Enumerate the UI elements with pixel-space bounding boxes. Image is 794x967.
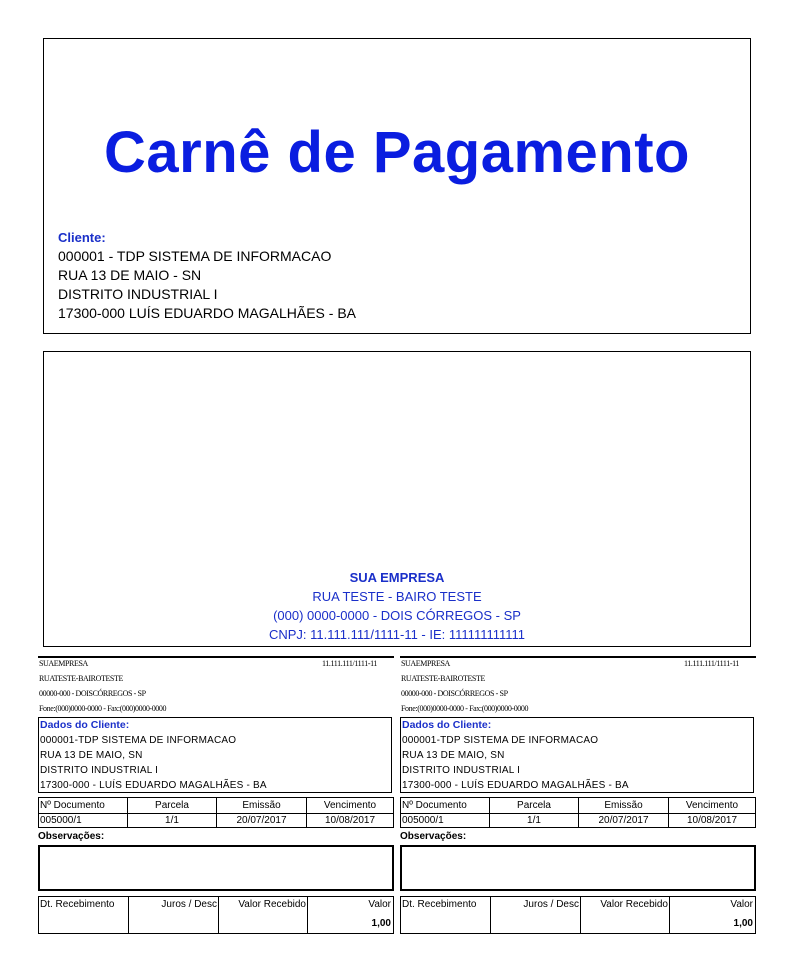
rec-header: Valor [368, 899, 391, 910]
client-line: 000001 - TDP SISTEMA DE INFORMACAO [58, 248, 332, 264]
client-label: Cliente: [58, 230, 106, 245]
doc-header: Parcela [490, 798, 578, 814]
stub-address: RUATESTE-BAIROTESTE [401, 674, 485, 683]
stub-client-box [38, 717, 392, 793]
rec-header: Juros / Desc [523, 899, 579, 910]
doc-value: 1/1 [527, 815, 541, 826]
doc-header: Nº Documento [401, 798, 489, 814]
rec-header: Dt. Recebimento [40, 899, 115, 910]
stub-obs-label: Observações: [400, 831, 467, 842]
stub-client-line: RUA 13 DE MAIO, SN [402, 750, 505, 761]
stub-document-table [400, 797, 756, 828]
stub-client-box [400, 717, 754, 793]
stub-obs-label: Observações: [38, 831, 105, 842]
client-block [58, 228, 356, 323]
company-block [44, 568, 750, 644]
stub-phone: Fone:(000)0000-0000 - Fax:(000)0000-0000 [401, 704, 529, 713]
stub-client-line: 17300-000 - LUÍS EDUARDO MAGALHÃES - BA [40, 780, 267, 791]
stub-receipt-table [38, 896, 394, 934]
doc-header: Emissão [217, 798, 306, 814]
stub-obs-box [400, 845, 756, 891]
doc-value: 20/07/2017 [236, 815, 287, 826]
stub-client-line: 000001-TDP SISTEMA DE INFORMACAO [402, 735, 599, 746]
rec-header: Valor Recebido [600, 899, 668, 910]
stub-receipt-table [400, 896, 756, 934]
doc-value: 10/08/2017 [324, 815, 376, 826]
stub-city: 00000-000 - DOISCÓRREGOS - SP [39, 689, 146, 698]
stub-divider [38, 656, 394, 658]
cover-panel [43, 38, 751, 334]
stub-client-line: 17300-000 - LUÍS EDUARDO MAGALHÃES - BA [402, 780, 629, 791]
doc-value: 1/1 [165, 815, 179, 826]
company-address: RUA TESTE - BAIRO TESTE [312, 589, 482, 604]
company-cnpj: CNPJ: 11.111.111/1111-11 - IE: 111111111111 [268, 627, 526, 642]
stub-client-line: DISTRITO INDUSTRIAL I [40, 765, 159, 776]
doc-value: 005000/1 [40, 815, 82, 826]
stub-value: 1,00 [733, 918, 753, 929]
doc-header: Vencimento [307, 798, 393, 814]
stub-divider [400, 656, 756, 658]
rec-header: Valor [730, 899, 753, 910]
stub-client-line: 000001-TDP SISTEMA DE INFORMACAO [40, 735, 237, 746]
stub-client-line: RUA 13 DE MAIO, SN [40, 750, 143, 761]
rec-header: Valor Recebido [238, 899, 306, 910]
doc-header: Emissão [579, 798, 668, 814]
payment-stub-right [400, 656, 756, 936]
rec-header: Juros / Desc [161, 899, 217, 910]
doc-value: 20/07/2017 [598, 815, 649, 826]
rec-header: Dt. Recebimento [402, 899, 477, 910]
stub-address: RUATESTE-BAIROTESTE [39, 674, 123, 683]
doc-header: Vencimento [669, 798, 755, 814]
doc-header: Nº Documento [39, 798, 127, 814]
doc-value: 005000/1 [402, 815, 444, 826]
doc-header: Parcela [128, 798, 216, 814]
stub-phone: Fone:(000)0000-0000 - Fax:(000)0000-0000 [39, 704, 167, 713]
stub-company: SUAEMPRESA [401, 659, 450, 668]
stub-obs-box [38, 845, 394, 891]
stub-value: 1,00 [371, 918, 391, 929]
stub-document-table [38, 797, 394, 828]
company-name: SUA EMPRESA [349, 570, 445, 585]
stub-city: 00000-000 - DOISCÓRREGOS - SP [401, 689, 508, 698]
stub-company: SUAEMPRESA [39, 659, 88, 668]
page-title: Carnê de Pagamento [104, 120, 690, 185]
client-line: RUA 13 DE MAIO - SN [58, 267, 202, 283]
client-line: 17300-000 LUÍS EDUARDO MAGALHÃES - BA [58, 305, 357, 321]
company-panel [43, 351, 751, 647]
stub-client-line: DISTRITO INDUSTRIAL I [402, 765, 521, 776]
client-line: DISTRITO INDUSTRIAL I [58, 286, 218, 302]
doc-value: 10/08/2017 [686, 815, 738, 826]
stub-client-label: Dados do Cliente: [402, 719, 492, 731]
stub-client-label: Dados do Cliente: [40, 719, 130, 731]
payment-stub-left [38, 656, 394, 936]
company-phone: (000) 0000-0000 - DOIS CÓRREGOS - SP [273, 608, 521, 623]
stub-cnpj: 11.111.111/1111-11 [321, 659, 377, 668]
stub-cnpj: 11.111.111/1111-11 [683, 659, 739, 668]
